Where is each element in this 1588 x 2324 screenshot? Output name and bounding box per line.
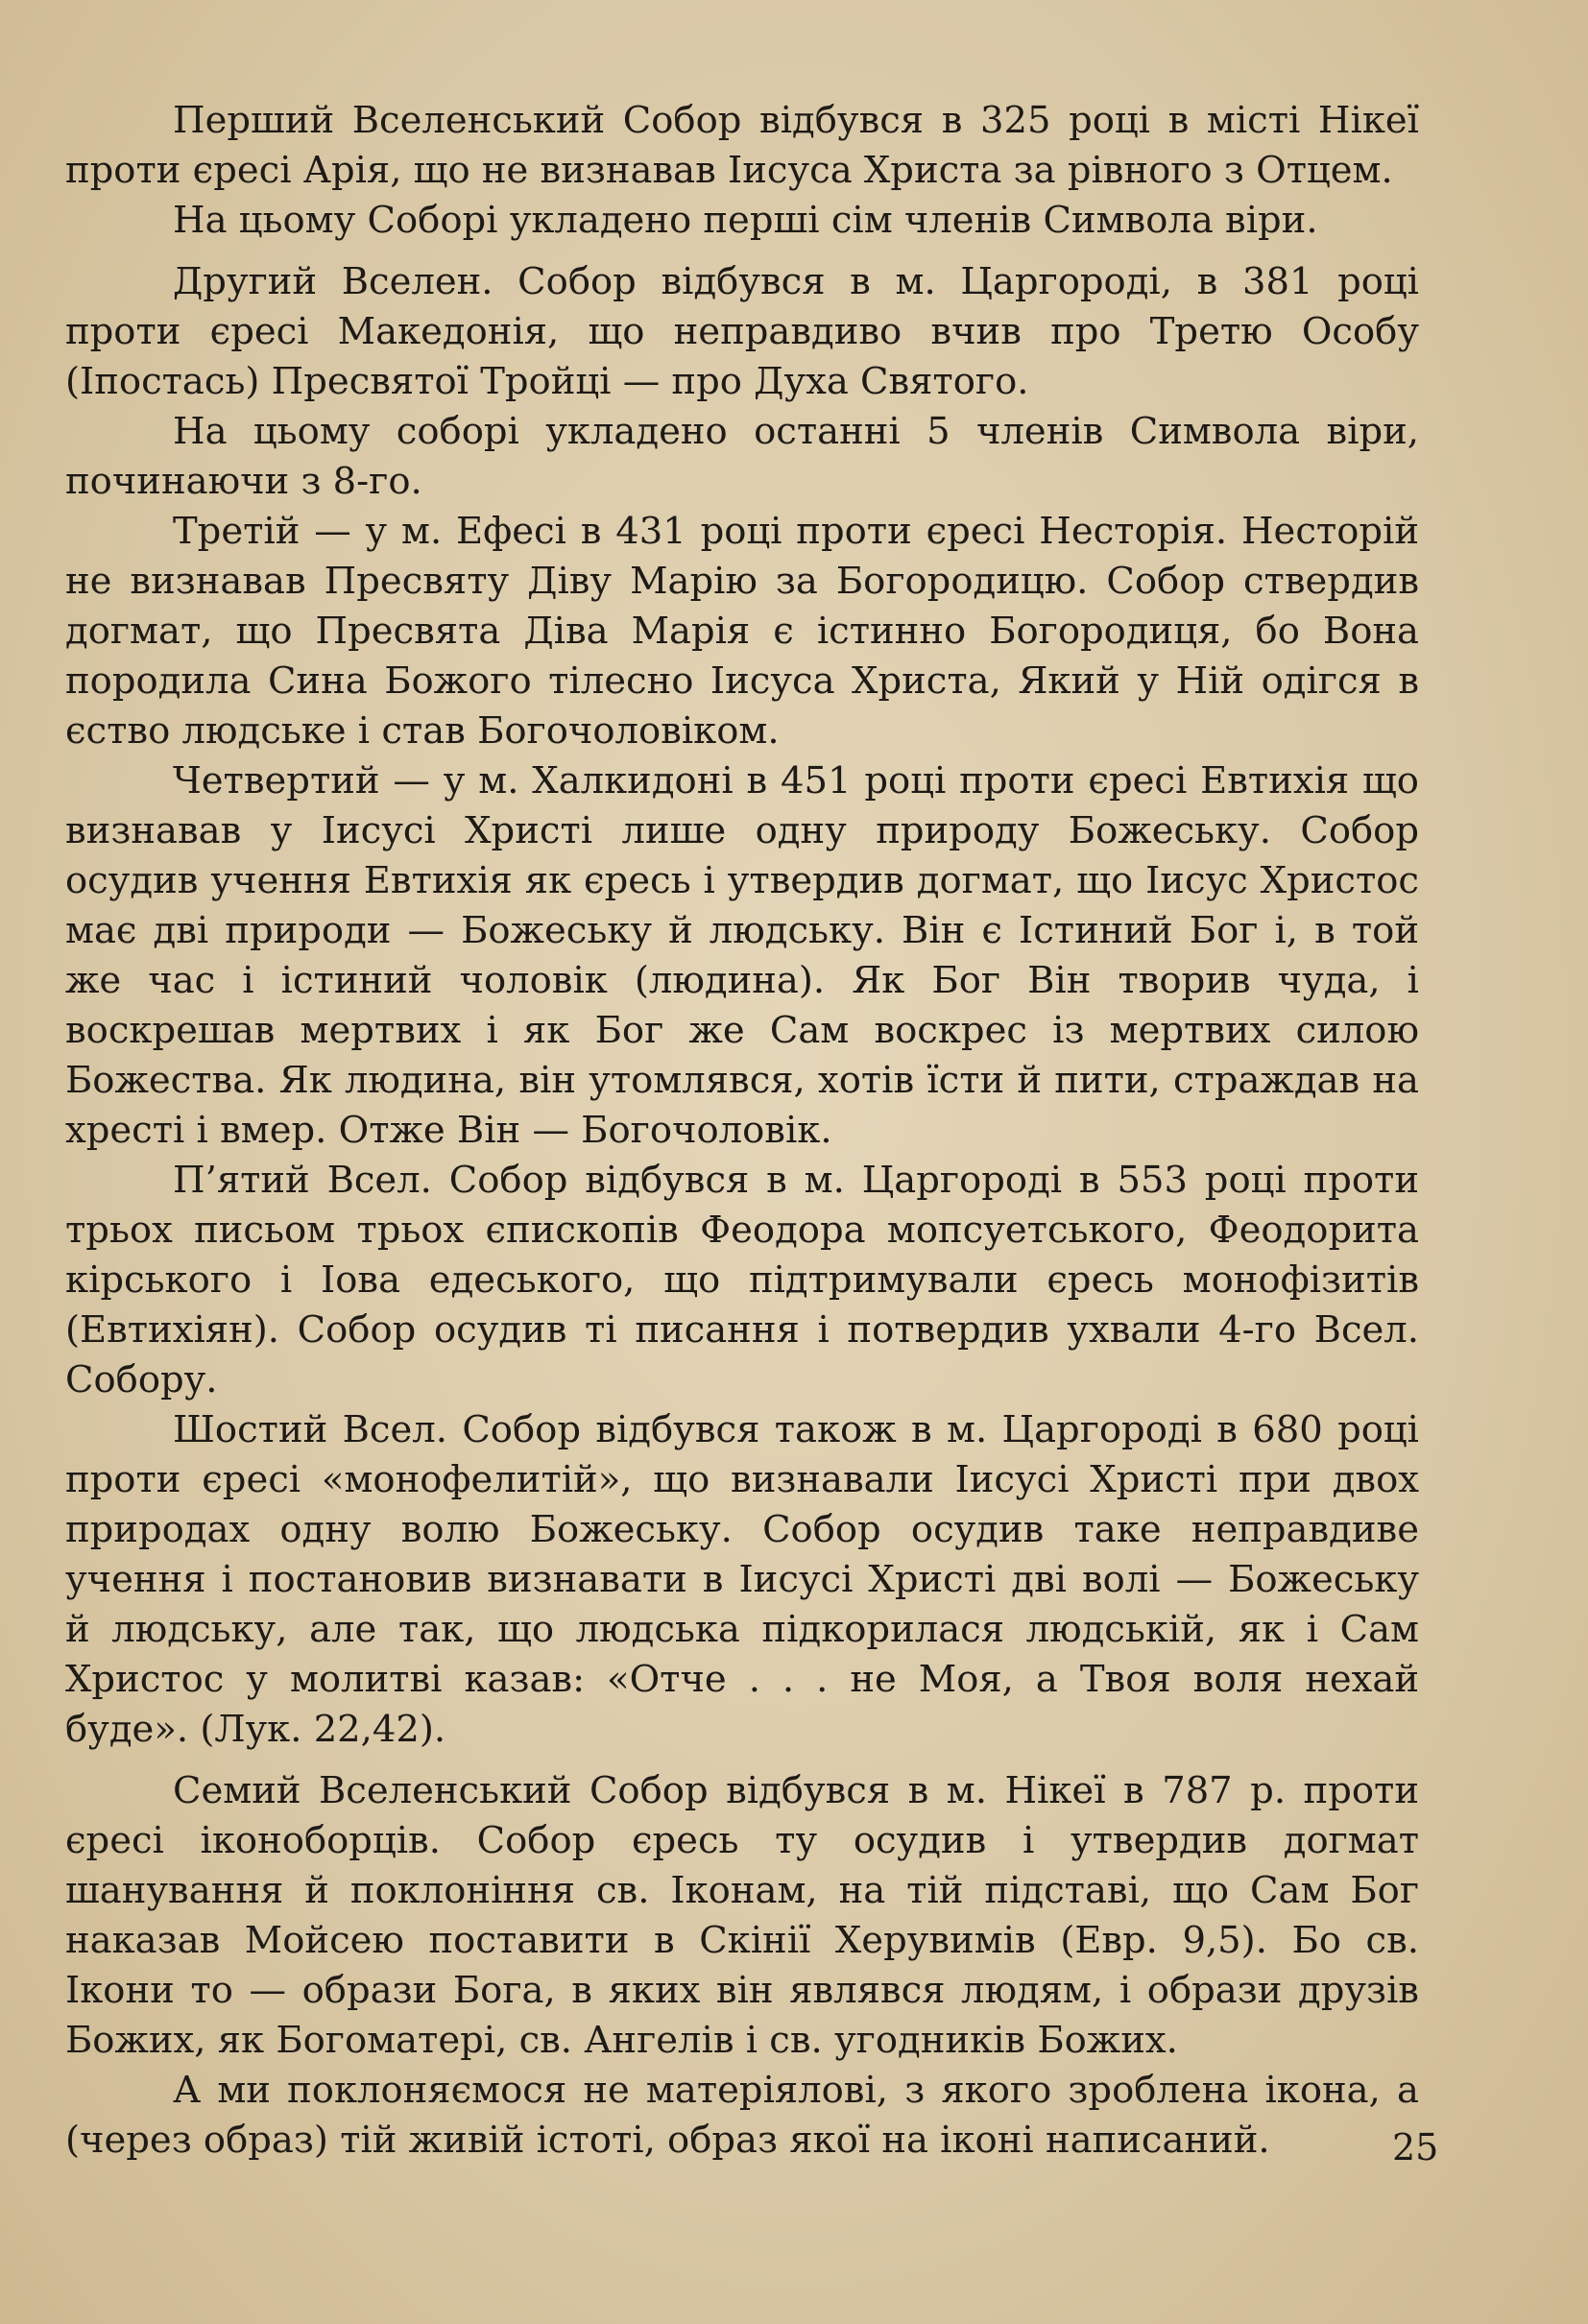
paragraph-seventh-council: Семий Вселенський Собор відбувся в м. Нікеї в 787 р. проти єресі іконоборців. Собор єресь ту осудив і утвердив догмат шанування й поклоніння св. Іконам, на тій підставі, що Сам Бог наказав Мойсею поставити в Скінії Херувимів (Евр. 9,5). Бо св. Ікони то — образи Бога, в яких він являвся людям, і образи друзів Божих, як Богоматері, св. Ангелів і св. угодників Божих. [65,1769,1419,2062]
paragraph-second-council: Другий Вселен. Собор відбувся в м. Царгороді, в 381 році проти єресі Македонія, що неправдиво вчив про Третю Особу (Іпостась) Пресвятої Тройці — про Духа Святого. [65,260,1419,403]
paragraph-second-council-creed: На цьому соборі укладено останні 5 членів Символа віри, починаючи з 8-го. [65,410,1419,503]
paragraph-sixth-council: Шостий Всел. Собор відбувся також в м. Царгороді в 680 році проти єресі «монофелитій», що визнавали Іисусі Христі при двох природах одну волю Божеську. Собор осудив таке неправдиве учення і постановив визнавати в Іисусі Христі дві волі — Божеську й людську, але так, що людська підкорилася людській, як і Сам Христос у молитві казав: «Отче . . . не Моя, а Твоя воля нехай буде». (Лук. 22,42). [65,1408,1419,1751]
paragraph-icon-veneration: А ми поклоняємося не матеріялові, з якого зроблена ікона, а (через образ) тій живій істоті, образ якої на іконі написаний. [65,2069,1419,2162]
paragraph-first-council-creed: На цьому Соборі укладено перші сім членів Символа віри. [173,199,1318,242]
paragraph-fourth-council: Четвертий — у м. Халкидоні в 451 році проти єресі Евтихія що визнавав у Іисусі Христі лише одну природу Божеську. Собор осудив учення Евтихія як єресь і утвердив догмат, що Іисус Христос має дві природи — Божеську й людську. Він є Істиний Бог і, в той же час і істиний чоловік (людина). Як Бог Він творив чуда, і воскрешав мертвих і як Бог же Сам воскрес із мертвих силою Божества. Як людина, він утомлявся, хотів їсти й пити, страждав на хресті і вмер. Отже Він — Богочоловік. [65,759,1419,1152]
paragraph-fifth-council: П’ятий Всел. Собор відбувся в м. Царгороді в 553 році проти трьох письом трьох єпископів Феодора мопсуетського, Феодорита кірського і Іова едеського, що підтримували єресь монофізитів (Евтихіян). Собор осудив ті писання і потвердив ухвали 4-го Всел. Собору. [65,1159,1419,1402]
paragraph-third-council: Третій — у м. Ефесі в 431 році проти єресі Несторія. Несторій не визнавав Пресвяту Діву Марію за Богородицю. Собор ствердив догмат, що Пресвята Діва Марія є істинно Богородиця, бо Вона породила Сина Божого тілесно Іисуса Христа, Який у Ній одігся в єство людське і став Богочоловіком. [65,510,1419,753]
page-number: 25 [1392,2126,1439,2168]
page-text [65,96,1419,2166]
paragraph-first-council: Перший Вселенський Собор відбувся в 325 році в місті Нікеї проти єресі Арія, що не визнавав Іисуса Христа за рівного з Отцем. [65,99,1419,192]
